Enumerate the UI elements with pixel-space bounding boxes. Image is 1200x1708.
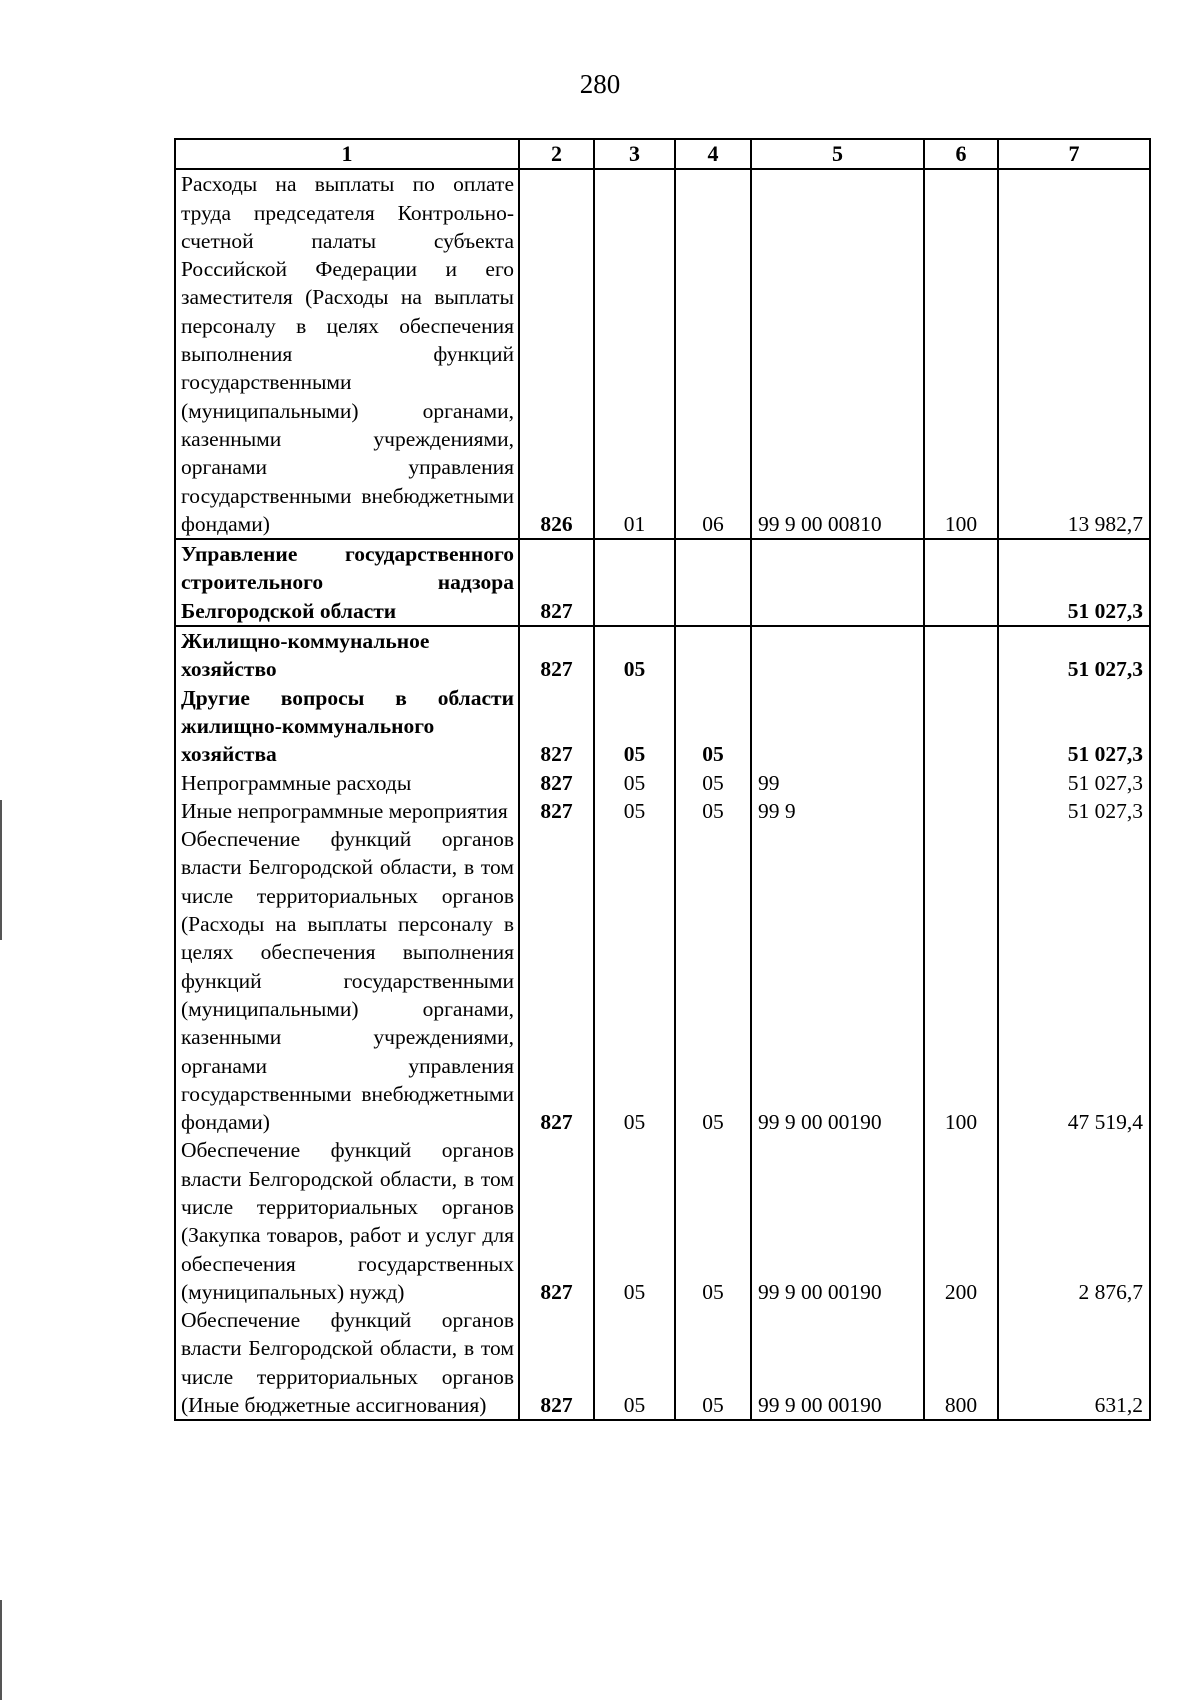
ministry-code: 827 (519, 769, 594, 797)
row-description: Управление государственного строительного надзора Белгородской области (175, 539, 519, 626)
ministry-code: 827 (519, 684, 594, 769)
column-header: 3 (594, 139, 675, 169)
ministry-code: 827 (519, 539, 594, 626)
amount: 2 876,7 (998, 1136, 1150, 1306)
left-margin-mark (0, 800, 2, 940)
page-number: 280 (579, 69, 621, 99)
target-article-code (751, 626, 924, 684)
table-row (175, 684, 1150, 769)
table-row (175, 169, 1150, 539)
row-description: Обеспечение функций органов власти Белгородской области, в том числе территориальных органов (Закупка товаров, работ и услуг для обеспечения государственных (муниципальных) нужд) (175, 1136, 519, 1306)
subsection-code: 05 (675, 797, 751, 825)
row-description: Другие вопросы в области жилищно-коммунального хозяйства (175, 684, 519, 769)
target-article-code (751, 539, 924, 626)
subsection-code: 05 (675, 825, 751, 1136)
subsection-code (675, 626, 751, 684)
target-article-code: 99 9 (751, 797, 924, 825)
amount: 47 519,4 (998, 825, 1150, 1136)
section-code: 05 (594, 1136, 675, 1306)
ministry-code: 827 (519, 1136, 594, 1306)
column-header: 7 (998, 139, 1150, 169)
target-article-code (751, 684, 924, 769)
column-header: 5 (751, 139, 924, 169)
left-margin-mark-lower (0, 1600, 2, 1700)
section-code: 05 (594, 825, 675, 1136)
amount: 51 027,3 (998, 684, 1150, 769)
column-number-header-row (175, 139, 1150, 169)
table-row (175, 1306, 1150, 1420)
ministry-code: 827 (519, 825, 594, 1136)
section-code (594, 539, 675, 626)
table-row (175, 1136, 1150, 1306)
table-row (175, 825, 1150, 1136)
table-row (175, 539, 1150, 626)
section-code: 05 (594, 769, 675, 797)
amount: 51 027,3 (998, 797, 1150, 825)
subsection-code: 05 (675, 769, 751, 797)
row-description: Непрограммные расходы (175, 769, 519, 797)
section-code: 05 (594, 797, 675, 825)
target-article-code: 99 (751, 769, 924, 797)
ministry-code: 827 (519, 1306, 594, 1420)
amount: 13 982,7 (998, 169, 1150, 539)
ministry-code: 827 (519, 797, 594, 825)
amount: 51 027,3 (998, 539, 1150, 626)
section-code: 05 (594, 1306, 675, 1420)
expense-type-code (924, 769, 998, 797)
target-article-code: 99 9 00 00810 (751, 169, 924, 539)
subsection-code (675, 539, 751, 626)
row-description: Обеспечение функций органов власти Белгородской области, в том числе территориальных органов (Расходы на выплаты персоналу в целях обеспечения выполнения функций государственными (муниципальными) органами, казенными учреждениями, органами управления государственными внебюджетными фондами) (175, 825, 519, 1136)
expense-type-code: 100 (924, 169, 998, 539)
row-description: Обеспечение функций органов власти Белгородской области, в том числе территориальных органов (Иные бюджетные ассигнования) (175, 1306, 519, 1420)
expense-type-code (924, 626, 998, 684)
ministry-code: 827 (519, 626, 594, 684)
column-header: 4 (675, 139, 751, 169)
table-row (175, 797, 1150, 825)
subsection-code: 05 (675, 684, 751, 769)
column-header: 2 (519, 139, 594, 169)
subsection-code: 05 (675, 1306, 751, 1420)
expense-type-code (924, 684, 998, 769)
row-description: Иные непрограммные мероприятия (175, 797, 519, 825)
amount: 51 027,3 (998, 769, 1150, 797)
section-code: 05 (594, 626, 675, 684)
target-article-code: 99 9 00 00190 (751, 1136, 924, 1306)
expense-type-code: 800 (924, 1306, 998, 1420)
expense-type-code: 200 (924, 1136, 998, 1306)
column-header: 1 (175, 139, 519, 169)
subsection-code: 06 (675, 169, 751, 539)
row-description: Расходы на выплаты по оплате труда председателя Контрольно-счетной палаты субъекта Российской Федерации и его заместителя (Расходы на выплаты персоналу в целях обеспечения выполнения функций государственными (муниципальными) органами, казенными учреждениями, органами управления государственными внебюджетными фондами) (175, 169, 519, 539)
section-code: 05 (594, 684, 675, 769)
ministry-code: 826 (519, 169, 594, 539)
expense-type-code (924, 539, 998, 626)
table-row (175, 626, 1150, 684)
section-code: 01 (594, 169, 675, 539)
budget-table (174, 138, 1151, 1421)
expense-type-code: 100 (924, 825, 998, 1136)
column-header: 6 (924, 139, 998, 169)
target-article-code: 99 9 00 00190 (751, 825, 924, 1136)
amount: 631,2 (998, 1306, 1150, 1420)
row-description: Жилищно-коммунальное хозяйство (175, 626, 519, 684)
table-row (175, 769, 1150, 797)
target-article-code: 99 9 00 00190 (751, 1306, 924, 1420)
amount: 51 027,3 (998, 626, 1150, 684)
expense-type-code (924, 797, 998, 825)
subsection-code: 05 (675, 1136, 751, 1306)
